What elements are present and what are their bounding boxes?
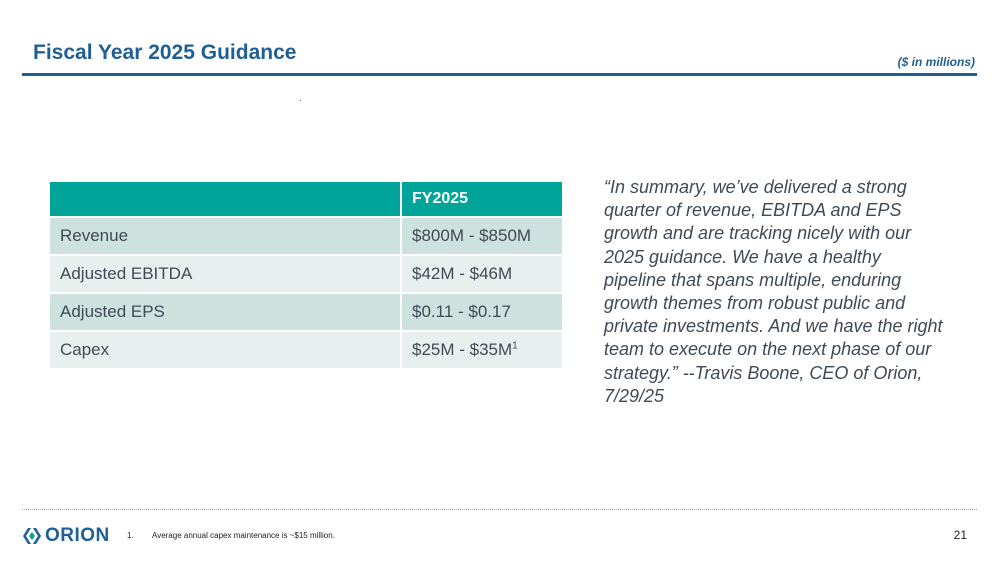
row-value xyxy=(401,293,563,331)
units-note: ($ in millions) xyxy=(897,55,975,69)
row-value-text: $800M - $850M xyxy=(412,226,532,245)
row-label: Adjusted EPS xyxy=(49,293,401,331)
row-value xyxy=(401,255,563,293)
row-value-text: $25M - $35M xyxy=(412,340,513,359)
row-value xyxy=(401,331,563,369)
footnote-text: Average annual capex maintenance is ~$15 million. xyxy=(152,531,335,540)
stray-mark xyxy=(300,100,301,101)
footnote xyxy=(127,531,335,540)
row-value-text: $42M - $46M xyxy=(412,264,513,283)
row-label: Adjusted EBITDA xyxy=(49,255,401,293)
row-label: Revenue xyxy=(49,217,401,255)
table-row xyxy=(49,217,563,255)
table-header-row xyxy=(49,181,563,217)
page-title: Fiscal Year 2025 Guidance xyxy=(33,41,297,64)
table-header-fy2025: FY2025 xyxy=(401,181,563,217)
guidance-table xyxy=(48,180,564,370)
page-number: 21 xyxy=(953,528,967,542)
logo-wordmark: ORION xyxy=(45,525,110,546)
table-header-blank xyxy=(49,181,401,217)
row-label: Capex xyxy=(49,331,401,369)
footer-divider xyxy=(22,509,977,510)
ceo-quote: “In summary, we’ve delivered a strong quarter of revenue, EBITDA and EPS growth and are tracking nicely with our 2025 guidance. We have a healthy pipeline that spans multiple, enduring growth themes from robust public and private investments. And we have the right team to execute on the next phase of our strategy.” --Travis Boone, CEO of Orion, 7/29/25 xyxy=(604,177,943,406)
orion-mark-icon xyxy=(22,526,42,546)
row-value-text: $0.11 - $0.17 xyxy=(412,302,511,321)
table-row xyxy=(49,293,563,331)
orion-logo xyxy=(22,526,110,546)
footnote-ref: 1 xyxy=(512,340,518,352)
table-row xyxy=(49,255,563,293)
table-row xyxy=(49,331,563,369)
title-underline xyxy=(22,73,977,76)
row-value xyxy=(401,217,563,255)
footnote-number: 1. xyxy=(127,531,134,540)
